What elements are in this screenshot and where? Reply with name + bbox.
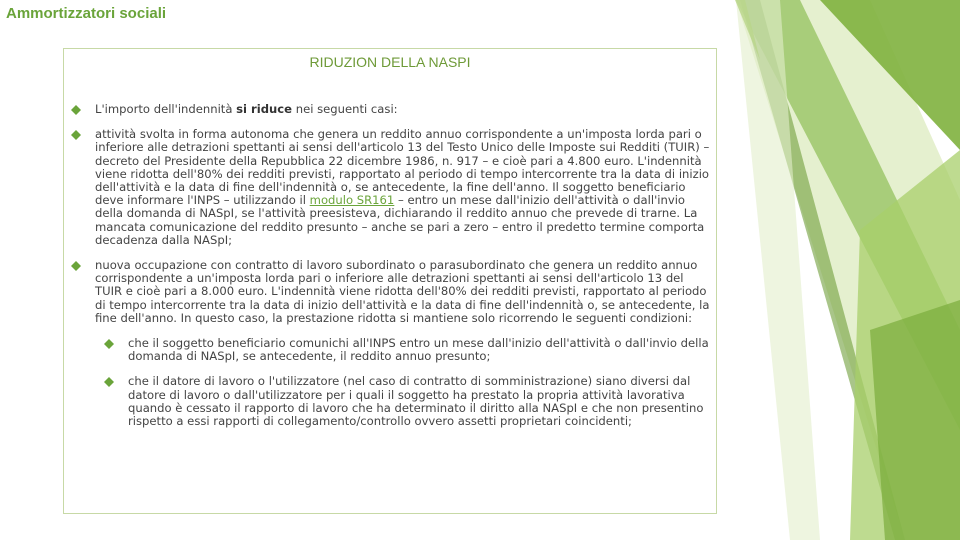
condition-text-1: che il soggetto beneficiario comunichi all'INPS entro un mese dall'inizio dell'attività o dall'invio della domanda di NASpI, se antecedente, il reddito annuo presunto;	[128, 336, 709, 364]
condition-item-2	[97, 375, 714, 428]
modulo-sr161-link[interactable]: modulo SR161	[309, 193, 395, 208]
self-employment-text-before: attività svolta in forma autonoma che genera un reddito annuo corrispondente a un'imposta lorda pari o inferiore alle detrazioni spettanti ai sensi dell'articolo 13 del Testo Unico delle Imposte sui Redditi (TUIR) – decreto del Presidente della Repubblica 22 dicembre 1986, n. 917 – e cioè pari a 4.800 euro. L'indennità viene ridotta dell'80% dei redditi previsti, rapportato al periodo di tempo intercorrente tra la data di inizio dell'attività e la data di fine dell'indennità o, se antecedente, la fine dell'anno. Il soggetto beneficiario deve informare l'INPS – utilizzando il	[95, 127, 710, 208]
green-diamond-icon	[71, 105, 81, 115]
intro-text-before: L'importo dell'indennità	[95, 102, 237, 116]
green-diamond-icon	[104, 339, 114, 349]
condition-item-1	[97, 337, 714, 363]
green-diamond-icon	[104, 377, 114, 387]
green-diamond-icon	[71, 130, 81, 140]
bullet-item-self-employment	[64, 128, 714, 247]
slide-title: Ammortizzatori sociali	[6, 5, 167, 22]
intro-emphasis: si riduce	[236, 102, 293, 116]
content-box	[63, 48, 717, 514]
bullet-item-new-employment	[64, 259, 714, 325]
intro-text-after: nei seguenti casi:	[292, 102, 398, 116]
condition-text-2: che il datore di lavoro o l'utilizzatore (nel caso di contratto di somministrazione) siano diversi dal datore di lavoro o dall'utilizzatore per i quali il soggetto ha prestato la propria attività lavorativa quando è cessato il rapporto di lavoro che ha determinato il diritto alla NASpI e che non presentino rispetto a essi rapporti di collegamento/controllo ovvero assetti proprietari coincidenti;	[128, 374, 704, 429]
green-diamond-icon	[71, 261, 81, 271]
self-employment-text-after: – entro un mese dall'inizio dell'attività o dall'invio della domanda di NASpI, se l'attività preesisteva, dichiarando il reddito annuo che prevede di trarne. La mancata comunicazione del reddito presunto – anche se pari a zero – entro il predetto termine comporta decadenza dalla NASpI;	[95, 193, 705, 247]
box-title: RIDUZION DELLA NASPI	[309, 54, 471, 70]
bullet-item-intro	[64, 103, 714, 116]
bullet-list	[64, 103, 714, 440]
new-employment-text: nuova occupazione con contratto di lavoro subordinato o parasubordinato che genera un reddito annuo corrispondente a un'imposta lorda pari o inferiore alle detrazioni spettanti ai sensi dell'articolo 13 del TUIR e cioè pari a 8.000 euro. L'indennità viene ridotta dell'80% dei redditi previsti, rapportato al periodo di tempo intercorrente tra la data di inizio dell'attività e la data di fine dell'indennità o, se antecedente, la fine dell'anno. In questo caso, la prestazione ridotta si mantiene solo ricorrendo le seguenti condizioni:	[95, 258, 710, 325]
